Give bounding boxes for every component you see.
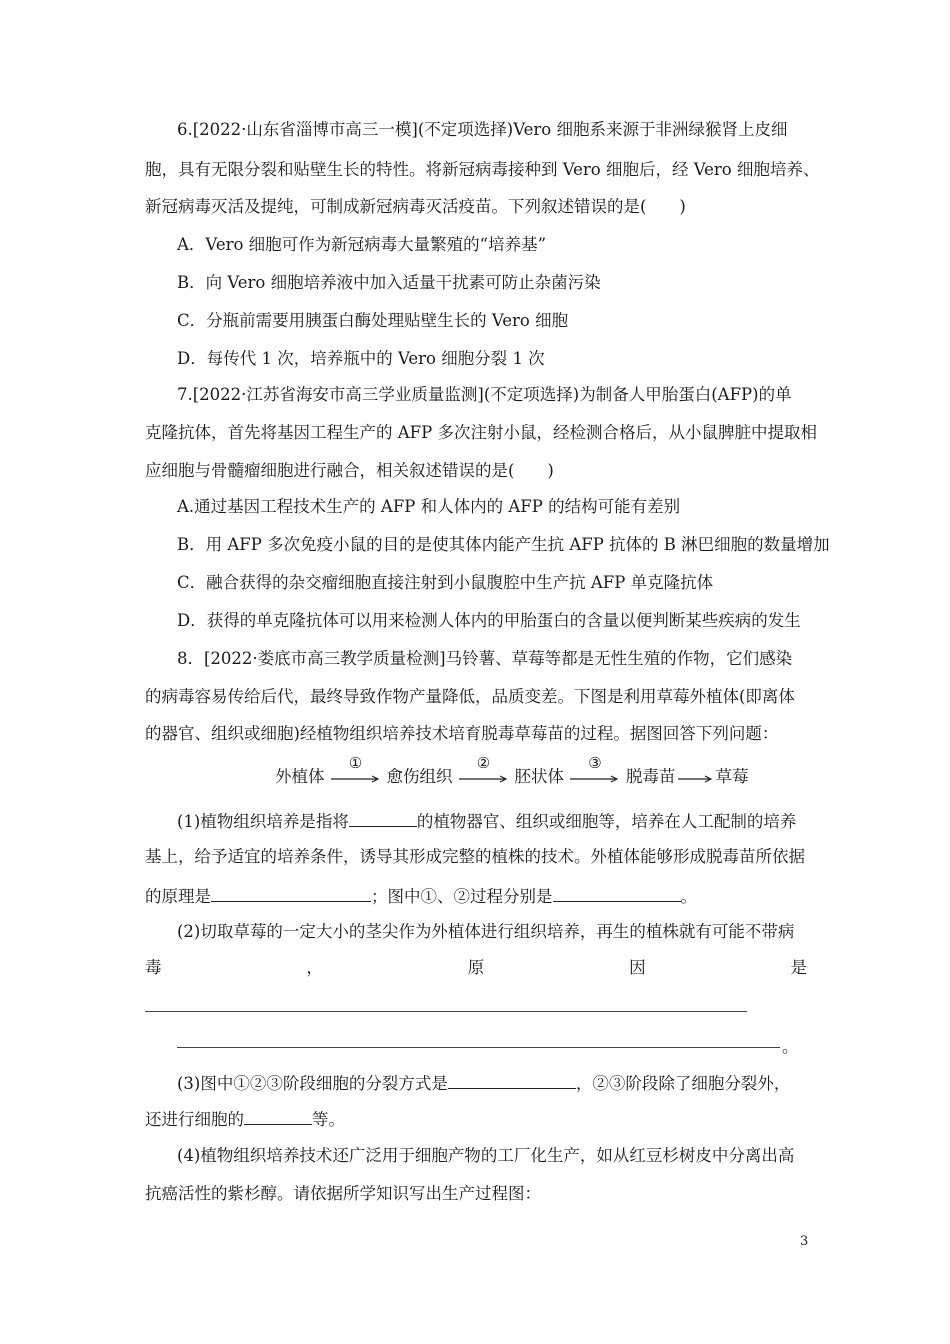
q8-sub3-text-c: 还进行细胞的: [145, 1110, 244, 1129]
page-number: 3: [800, 1234, 809, 1249]
q8-line-2: 的病毒容易传给后代，最终导致作物产量降低，品质变差。下图是利用草莓外植体(即离体: [145, 687, 795, 706]
q6-line-1: 6.[2022·山东省淄博市高三一模](不定项选择)Vero 细胞系来源于非洲绿猴肾上皮细: [177, 120, 788, 139]
flow-node-callus: 愈伤组织: [386, 767, 453, 786]
arrow-right-icon: [678, 775, 714, 783]
flow-arrow-label-2: ②: [476, 754, 491, 772]
q8-sub1-line-2: 基上，给予适宜的培养条件，诱导其形成完整的植株的技术。外植体能够形成脱毒苗所依据: [145, 847, 805, 866]
q8-sub1-text-a: (1)植物组织培养是指将: [177, 812, 349, 831]
answer-blank-4[interactable]: [448, 1072, 576, 1089]
q8-sub3-text-d: 等。: [312, 1110, 345, 1129]
q6-option-d: D．每传代 1 次，培养瓶中的 Vero 细胞分裂 1 次: [177, 349, 545, 368]
q7-line-3: 应细胞与骨髓瘤细胞进行融合，相关叙述错误的是( ): [145, 461, 554, 480]
flow-node-embryoid: 胚状体: [514, 767, 564, 786]
q8-sub3-text-a: (3)图中①②③阶段细胞的分裂方式是: [177, 1074, 448, 1093]
arrow-right-icon: [331, 775, 381, 783]
answer-blank-3[interactable]: [553, 885, 681, 902]
q7-option-d: D．获得的单克隆抗体可以用来检测人体内的甲胎蛋白的含量以便判断某些疾病的发生: [177, 611, 801, 630]
q8-sub3-text-b: ，②③阶段除了细胞分裂外，: [575, 1074, 791, 1093]
flow-arrow-3: [570, 754, 620, 787]
q8-sub1-line-3: [145, 885, 697, 907]
flow-arrow-2: [459, 754, 509, 787]
q8-sub1-text-c: 的原理是: [145, 887, 211, 906]
q8-line-1: 8．[2022·娄底市高三教学质量检测]马铃薯、草莓等都是无性生殖的作物，它们感染: [177, 649, 793, 668]
q6-option-a: A．Vero 细胞可作为新冠病毒大量繁殖的“培养基”: [177, 235, 547, 254]
spread-char-3: 原: [467, 958, 485, 977]
flow-arrow-4: [678, 767, 714, 787]
flow-node-virus-free-seedling: 脱毒苗: [626, 767, 676, 786]
answer-line-2[interactable]: [177, 1047, 780, 1048]
q6-option-c: C．分瓶前需要用胰蛋白酶处理贴壁生长的 Vero 细胞: [177, 311, 569, 330]
spread-char-4: 因: [629, 958, 646, 977]
answer-blank-2[interactable]: [211, 885, 371, 902]
q8-sub1-text-d: ；图中①、②过程分别是: [371, 887, 553, 906]
answer-blank-1[interactable]: [349, 810, 417, 827]
q8-sub1-text-e: 。: [680, 887, 697, 906]
q8-line-3: 的器官、组织或细胞)经植物组织培养技术培育脱毒草莓苗的过程。据图回答下列问题：: [145, 724, 779, 743]
flow-arrow-label-1: ①: [348, 754, 363, 772]
flow-node-strawberry: 草莓: [715, 767, 749, 786]
q8-sub1-line-1: [177, 810, 796, 832]
q8-sub1-text-b: 的植物器官、组织或细胞等，培养在人工配制的培养: [416, 812, 797, 831]
q7-option-a: A.通过基因工程技术生产的 AFP 和人体内的 AFP 的结构可能有差别: [177, 497, 681, 516]
spread-char-5: 是: [790, 958, 807, 977]
process-flow-diagram: [275, 754, 749, 787]
q8-sub3-line-1: [177, 1072, 790, 1094]
flow-arrow-1: [331, 754, 381, 787]
q8-sub3-line-2: [145, 1108, 345, 1130]
q7-line-2: 克隆抗体，首先将基因工程生产的 AFP 多次注射小鼠，经检测合格后，从小鼠脾脏中提取相: [145, 423, 817, 442]
q8-sub2-line-1: (2)切取草莓的一定大小的茎尖作为外植体进行组织培养，再生的植株就有可能不带病: [177, 922, 795, 941]
flow-arrow-label-3: ③: [588, 754, 602, 772]
answer-line-1[interactable]: [145, 1011, 747, 1012]
flow-node-explant: 外植体: [275, 767, 325, 786]
q6-option-b: B．向 Vero 细胞培养液中加入适量干扰素可防止杂菌污染: [177, 273, 601, 292]
q7-option-b: B．用 AFP 多次免疫小鼠的目的是使其体内能产生抗 AFP 抗体的 B 淋巴细胞的数量增加: [177, 535, 830, 554]
answer-blank-5[interactable]: [244, 1108, 312, 1125]
q8-sub4-line-2: 抗癌活性的紫杉醇。请依据所学知识写出生产过程图：: [145, 1184, 541, 1203]
arrow-right-icon: [459, 775, 509, 783]
q7-line-1: 7.[2022·江苏省海安市高三学业质量监测](不定项选择)为制备人甲胎蛋白(AFP)的单: [177, 385, 792, 404]
q8-sub4-line-1: (4)植物组织培养技术还广泛用于细胞产物的工厂化生产，如从红豆杉树皮中分离出高: [177, 1146, 795, 1165]
arrow-right-icon: [570, 775, 620, 783]
q8-sub2-end-period: 。: [782, 1037, 799, 1056]
q7-option-c: C．融合获得的杂交瘤细胞直接注射到小鼠腹腔中生产抗 AFP 单克隆抗体: [177, 573, 714, 592]
q6-line-2: 胞，具有无限分裂和贴壁生长的特性。将新冠病毒接种到 Vero 细胞后，经 Vero 细胞培养、: [145, 160, 820, 179]
spread-char-1: 毒: [145, 958, 162, 977]
q6-line-3: 新冠病毒灭活及提纯，可制成新冠病毒灭活疫苗。下列叙述错误的是( ): [145, 197, 686, 216]
spread-char-2: ，: [306, 958, 323, 977]
q8-sub2-line-2: [145, 958, 807, 978]
